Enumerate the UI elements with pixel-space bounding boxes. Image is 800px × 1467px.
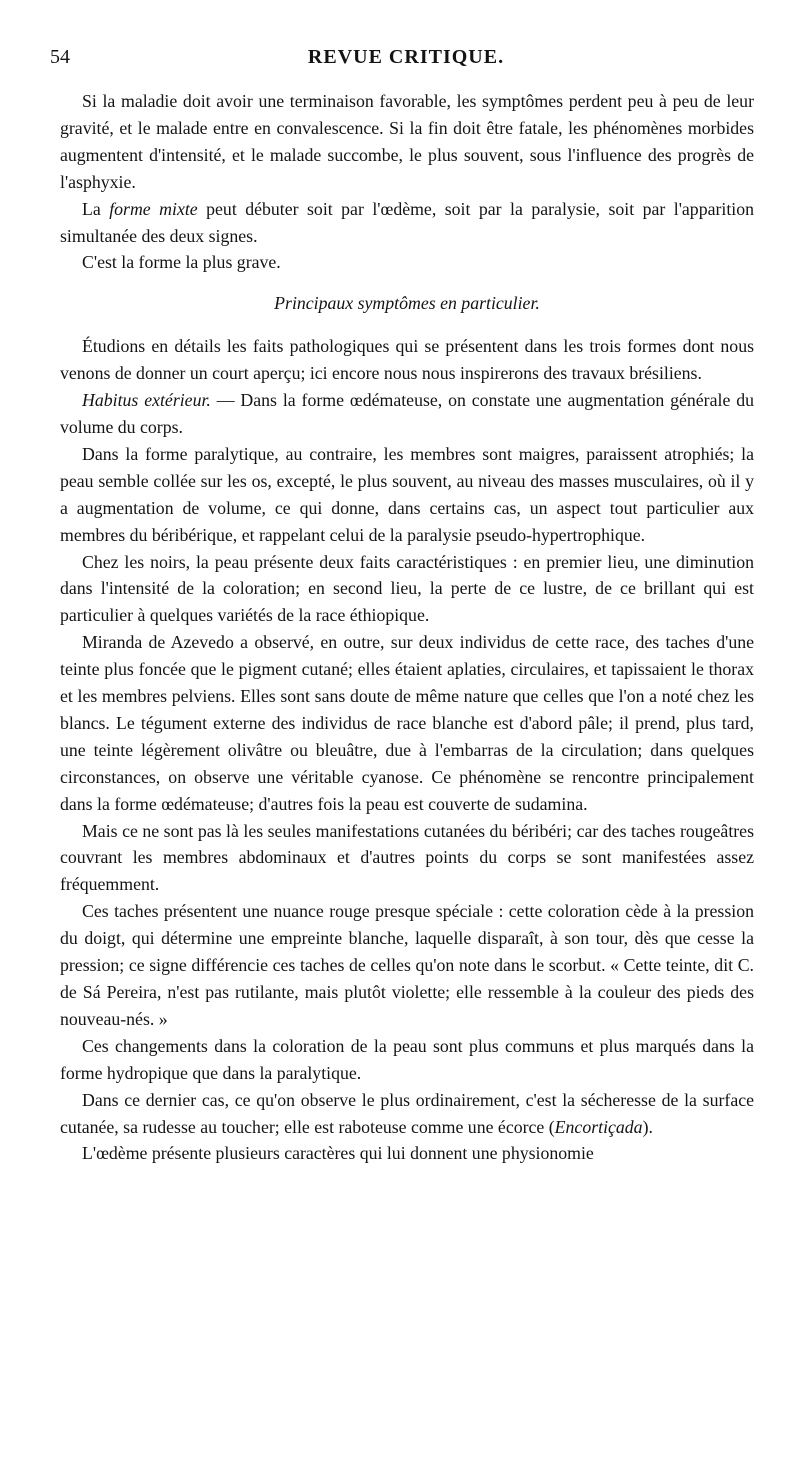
paragraph-miranda: Miranda de Azevedo a observé, en outre, sur deux individus de cette race, des taches d'une teinte plus foncée que le pigment cutané; elles étaient aplaties, circulaires, et tapissaient le thorax et les membres pelviens. Elles sont sans doute de même nature que celles que l'on a noté chez les blancs. Le tégument externe des individus de race blanche est d'abord pâle; il prend, plus tard, une teinte légèrement olivâtre ou bleuâtre, due à l'embarras de la circulation; dans quelques circonstances, on observe une véritable cyanose. Ce phénomène se rencontre principalement dans la forme œdémateuse; d'autres fois la peau est couverte de sudamina. bbox=[60, 632, 754, 814]
paragraph-forme-mixte bbox=[60, 196, 754, 250]
paragraph-changements: Ces changements dans la coloration de la peau sont plus communs et plus marqués dans la forme hydropique que dans la paralytique. bbox=[60, 1035, 754, 1083]
forme-mixte-text: peut débuter soit par l'œdème, soit par la paralysie, soit par l'apparition simultanée des deux signes. bbox=[60, 198, 755, 246]
paragraph-oedeme: L'œdème présente plusieurs caractères qui lui donnent une physionomie bbox=[82, 1143, 594, 1164]
paragraph-noirs: Chez les noirs, la peau présente deux faits caractéristiques : en premier lieu, une diminution dans l'intensité de la coloration; en second lieu, la perte de ce lustre, de ce brillant qui est particulier à quelques variétés de la race éthiopique. bbox=[60, 551, 754, 626]
paragraph-habitus bbox=[60, 387, 754, 441]
paragraph-forme-grave: C'est la forme la plus grave. bbox=[82, 252, 281, 273]
dernier-cas-text: Dans ce dernier cas, ce qu'on observe le plus ordinairement, c'est la sécheresse de la surface cutanée, sa rudesse au toucher; elle est raboteuse comme une écorce ( bbox=[60, 1089, 754, 1137]
paragraph-taches: Ces taches présentent une nuance rouge presque spéciale : cette coloration cède à la pression du doigt, qui détermine une empreinte blanche, laquelle disparaît, à son tour, dès que cesse la pression; ce signe différencie ces taches de celles qu'on note dans le scorbut. « Cette teinte, dit C. de Sá Pereira, n'est pas rutilante, mais plutôt violette; elle ressemble à la couleur des pieds des nouveau-nés. » bbox=[60, 901, 754, 1029]
paragraph-etudions: Étudions en détails les faits pathologiques qui se présentent dans les trois formes dont nous venons de donner un court aperçu; ici encore nous nous inspirerons des travaux brésiliens. bbox=[60, 336, 754, 384]
habitus-text: — Dans la forme œdémateuse, on constate une augmentation générale du volume du corps. bbox=[60, 390, 754, 437]
paragraph-paralytique: Dans la forme paralytique, au contraire, les membres sont maigres, paraissent atrophiés; la peau semble collée sur les os, excepté, le plus souvent, au niveau des masses musculaires, où il y a augmentation de volume, ce qui donne, dans certains cas, un aspect tout particulier aux membres du béribérique, et rappelant celui de la paralysie pseudo-hypertrophique. bbox=[60, 443, 754, 545]
dernier-cas-end: ). bbox=[642, 1116, 653, 1137]
running-title: REVUE CRITIQUE. bbox=[307, 46, 505, 68]
forme-mixte-prefix: La bbox=[82, 198, 110, 219]
paragraph-mais: Mais ce ne sont pas là les seules manifestations cutanées du béribéri; car des taches rougeâtres couvrant les membres abdominaux et d'autres points du corps se sont manifestées assez fréquemment. bbox=[60, 820, 754, 895]
page-header bbox=[50, 46, 762, 76]
paragraph-terminaison: Si la maladie doit avoir une terminaison favorable, les symptômes perdent peu à peu de leur gravité, et le malade entre en convalescence. Si la fin doit être fatale, les phénomènes morbides augmentent d'intensité, et le malade succombe, le plus souvent, sous l'influence des progrès de l'asphyxie. bbox=[60, 91, 754, 192]
section-heading: Principaux symptômes en particulier. bbox=[274, 293, 540, 314]
encorticada-term: Encortiçada bbox=[554, 1116, 643, 1137]
forme-mixte-term: forme mixte bbox=[109, 198, 198, 219]
body-text bbox=[60, 88, 754, 1167]
page-number: 54 bbox=[50, 46, 70, 68]
habitus-label: Habitus extérieur. bbox=[82, 390, 211, 411]
paragraph-dernier-cas bbox=[60, 1087, 754, 1141]
